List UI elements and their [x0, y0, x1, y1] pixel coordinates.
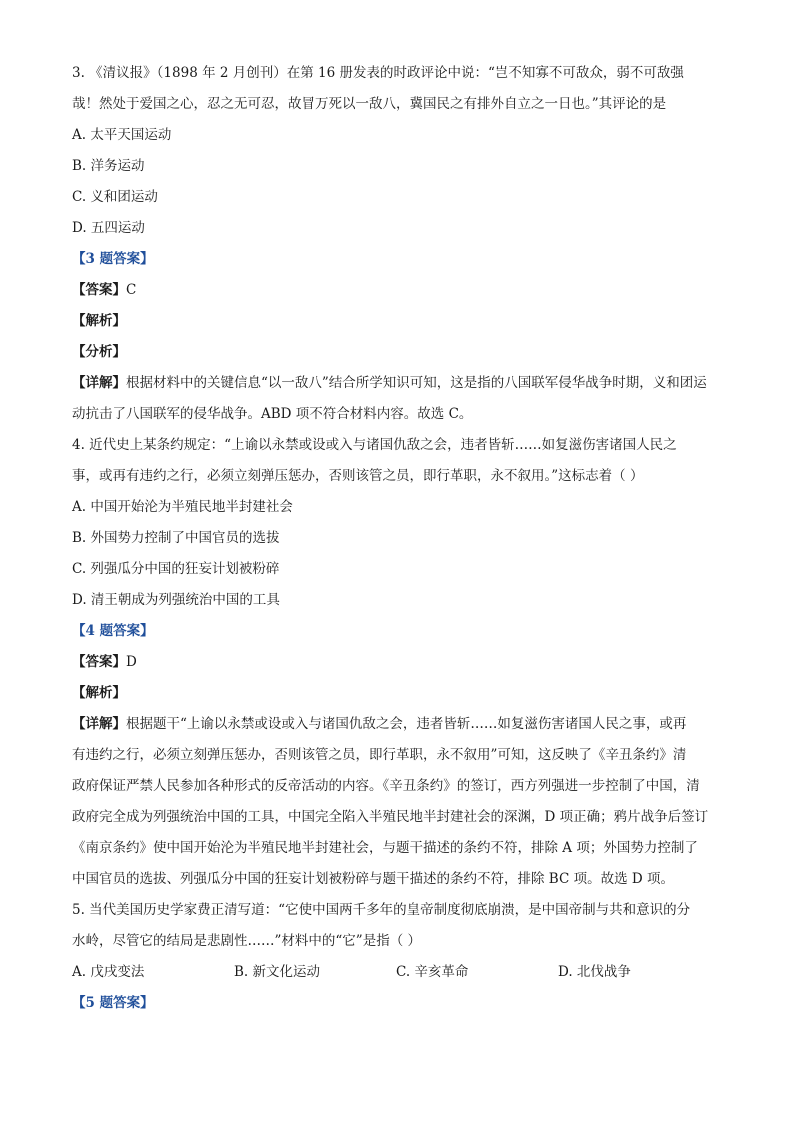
- q4-answer: [72, 647, 722, 678]
- q3-option-a: A. 太平天国运动: [72, 127, 172, 143]
- q3-analysis-tag: 【解析】: [72, 313, 126, 329]
- q4-answer-tag: 【答案】: [72, 654, 126, 670]
- q4-detail-line-6: 中国官员的选拔、列强瓜分中国的狂妄计划被粉碎与题干描述的条约不符，排除 BC 项。故选 D 项。: [72, 871, 674, 887]
- q4-detail-line-1: [72, 709, 722, 740]
- q5-option-c: C. 辛亥革命: [396, 964, 469, 980]
- document-page: [72, 58, 722, 1019]
- q5-options-row: [72, 957, 722, 988]
- q4-detail-line-2: 有违约之行，必须立刻弹压惩办，否则该管之员，即行革职，永不叙用”可知，这反映了《辛丑条约》清: [72, 747, 687, 763]
- q3-stem-line-2: 哉！然处于爱国之心，忍之无可忍，故冒万死以一敌八，冀国民之有排外自立之一日也。”其评论的是: [72, 96, 667, 112]
- q3-answer-tag: 【答案】: [72, 282, 126, 298]
- q4-detail-line-4: 政府完全成为列强统治中国的工具，中国完全陷入半殖民地半封建社会的深渊，D 项正确；鸦片战争后签订: [72, 809, 709, 825]
- q3-detail-text-1: 根据材料中的关键信息“以一敌八”结合所学知识可知，这是指的八国联军侵华战争时期，义和团运: [126, 375, 707, 391]
- q3-answer: [72, 275, 722, 306]
- q4-answer-value: D: [126, 654, 137, 670]
- q3-answer-value: C: [126, 282, 137, 298]
- q4-option-c: C. 列强瓜分中国的狂妄计划被粉碎: [72, 561, 280, 577]
- q3-option-c: C. 义和团运动: [72, 189, 158, 205]
- q3-option-d: D. 五四运动: [72, 220, 145, 236]
- q4-stem-line-2: 事，或再有违约之行，必须立刻弹压惩办，否则该管之员，即行革职，永不叙用。”这标志着（ ）: [72, 468, 644, 484]
- q3-detail-tag: 【详解】: [72, 375, 126, 391]
- q5-answer-header: 【5 题答案】: [72, 995, 154, 1011]
- q3-stem-line-1: 3. 《清议报》（1898 年 2 月创刊）在第 16 册发表的时政评论中说：“岂不知寡不可敌众，弱不可敌强: [72, 65, 684, 81]
- q4-answer-header: 【4 题答案】: [72, 623, 154, 639]
- q5-option-a: A. 戊戌变法: [72, 964, 145, 980]
- q3-detail-line-2: 动抗击了八国联军的侵华战争。ABD 项不符合材料内容。故选 C。: [72, 406, 473, 422]
- q3-detail-line-1: [72, 368, 722, 399]
- q5-stem-line-1: 5. 当代美国历史学家费正清写道：“它使中国两千多年的皇帝制度彻底崩溃，是中国帝制与共和意识的分: [72, 902, 691, 918]
- q4-option-d: D. 清王朝成为列强统治中国的工具: [72, 592, 280, 608]
- q4-analysis-tag: 【解析】: [72, 685, 126, 701]
- q5-option-d: D. 北伐战争: [558, 964, 631, 980]
- q3-fenxi-tag: 【分析】: [72, 344, 126, 360]
- q3-answer-header: 【3 题答案】: [72, 251, 154, 267]
- q4-detail-text-1: 根据题干“上谕以永禁或设或入与诸国仇敌之会，违者皆斩……如复滋伤害诸国人民之事，或再: [126, 716, 687, 732]
- q4-option-b: B. 外国势力控制了中国官员的选拔: [72, 530, 280, 546]
- q5-stem-line-2: 水岭，尽管它的结局是悲剧性……”材料中的“它”是指（ ）: [72, 933, 421, 949]
- q4-detail-tag: 【详解】: [72, 716, 126, 732]
- q4-detail-line-3: 政府保证严禁人民参加各种形式的反帝活动的内容。《辛丑条约》的签订，西方列强进一步控制了中国，清: [72, 778, 700, 794]
- q5-option-b: B. 新文化运动: [234, 964, 321, 980]
- q3-option-b: B. 洋务运动: [72, 158, 145, 174]
- q4-stem-line-1: 4. 近代史上某条约规定：“上谕以永禁或设或入与诸国仇敌之会，违者皆斩……如复滋伤害诸国人民之: [72, 437, 677, 453]
- q4-option-a: A. 中国开始沦为半殖民地半封建社会: [72, 499, 293, 515]
- q4-detail-line-5: 《南京条约》使中国开始沦为半殖民地半封建社会，与题干描述的条约不符，排除 A 项；外国势力控制了: [72, 840, 698, 856]
